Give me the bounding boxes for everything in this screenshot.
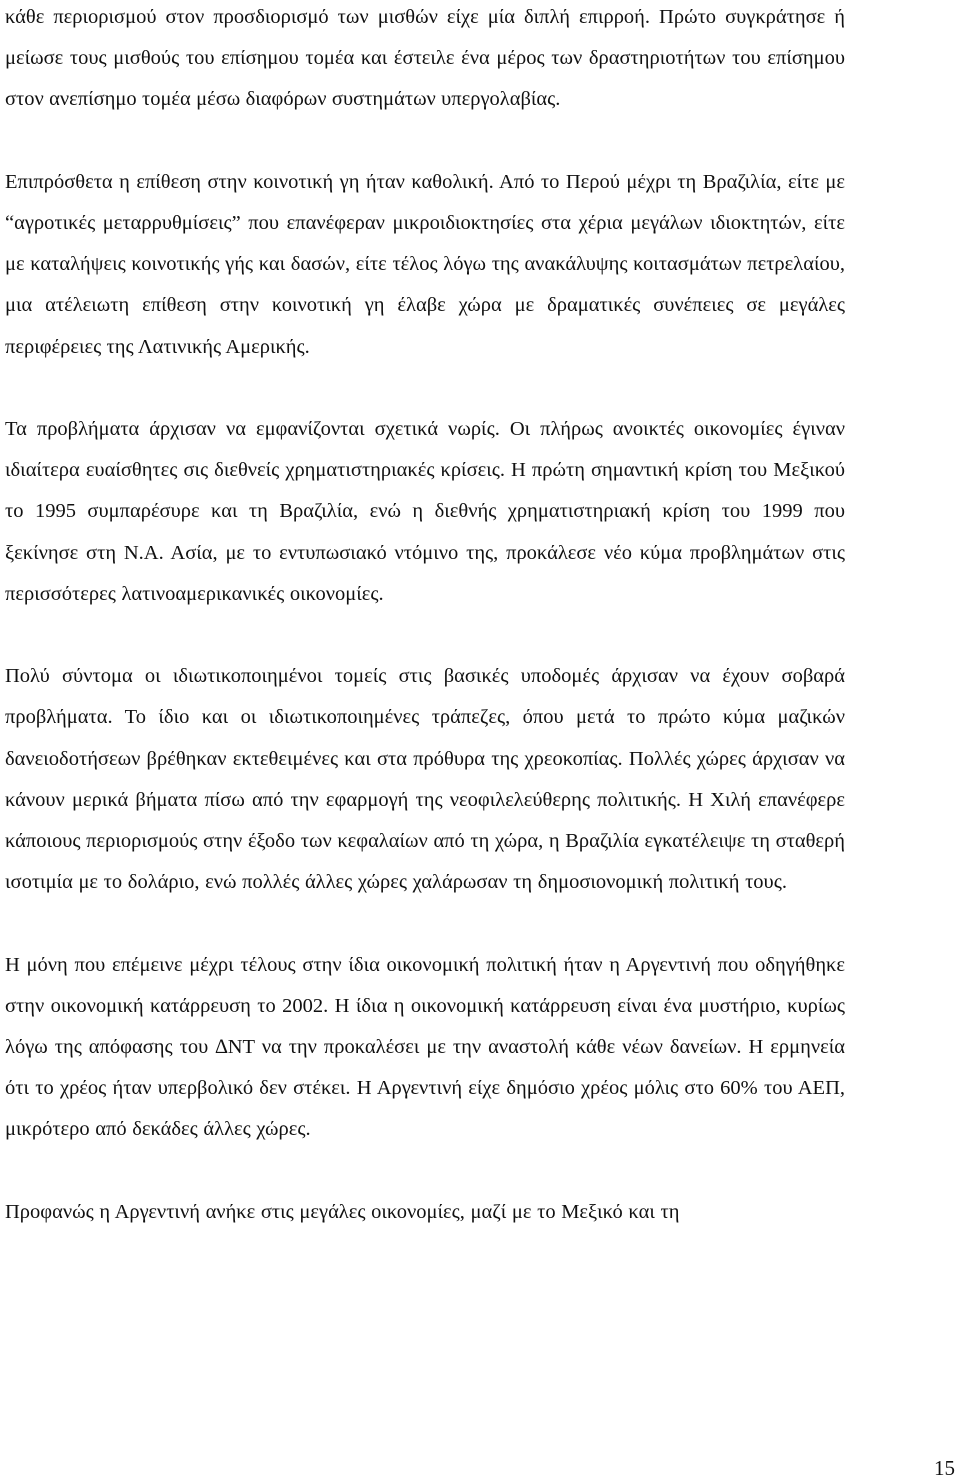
paragraph-financial-crises: Τα προβλήματα άρχισαν να εμφανίζονται σχετικά νωρίς. Οι πλήρως ανοικτές οικονομίες έγιναν ιδιαίτερα ευαίσθητες σις διεθνείς χρηματιστηριακές κρίσεις. Η πρώτη σημαντική κρίση του Μεξικού το 1995 συμπαρέσυρε και τη Βραζιλία, ενώ η διεθνής χρηματιστηριακή κρίση του 1999 που ξεκίνησε στη Ν.Α. Ασία, με το εντυπωσιακό ντόμινο της, προκάλεσε νέο κύμα προβλημάτων στις περισσότερες λατινοαμερικανικές οικονομίες.: [5, 418, 845, 605]
paragraph-communal-land: Επιπρόσθετα η επίθεση στην κοινοτική γη ήταν καθολική. Από το Περού μέχρι τη Βραζιλία, είτε με “αγροτικές μεταρρυθμίσεις” που επανέφεραν μικροιδιοκτησίες στα χέρια μεγάλων ιδιοκτητών, είτε με καταλήψεις κοινοτικής γής και δασών, είτε τέλος λόγω της ανακάλυψης κοιτασμάτων πετρελαίου, μια ατέλειωτη επίθεση στην κοινοτική γη έλαβε χώρα με δραματικές συνέπειες σε μεγάλες περιφέρειες της Λατινικής Αμερικής.: [5, 170, 845, 358]
paragraph-wage-regulation: κάθε περιορισμού στον προσδιορισμό των μισθών είχε μία διπλή επιρροή. Πρώτο συγκράτησε ή μείωσε τους μισθούς του επίσημου τομέα και έστειλε ένα μέρος των δραστηριοτήτων του επίσημου στον ανεπίσημο τομέα μέσω διαφόρων συστημάτων υπεργολαβίας.: [5, 6, 845, 111]
page-number: 15: [934, 1456, 955, 1480]
paragraph-privatization-problems: Πολύ σύντομα οι ιδιωτικοποιημένοι τομείς στις βασικές υποδομές άρχισαν να έχουν σοβαρά προβλήματα. Το ίδιο και οι ιδιωτικοποιημένες τράπεζες, όπου μετά το πρώτο κύμα μαζικών δανειοδοτήσεων βρέθηκαν εκτεθειμένες και στα πρόθυρα της χρεοκοπίας. Πολλές χώρες άρχισαν να κάνουν μερικά βήματα πίσω από την εφαρμογή της νεοφιλελεύθερης πολιτικής. Η Χιλή επανέφερε κάποιους περιορισμούς στην έξοδο των κεφαλαίων από τη χώρα, η Βραζιλία εγκατέλειψε τη σταθερή ισοτιμία με το δολάριο, ενώ πολλές άλλες χώρες χαλάρωσαν τη δημοσιονομική πολιτική τους.: [5, 665, 845, 894]
document-body: [5, 0, 845, 1233]
paragraph-argentina-collapse: Η μόνη που επέμεινε μέχρι τέλους στην ίδια οικονομική πολιτική ήταν η Αργεντινή που οδηγήθηκε στην οικονομική κατάρρευση το 2002. Η ίδια η οικονομική κατάρρευση είναι ένα μυστήριο, κυρίως λόγω της απόφασης του ∆ΝΤ να την προκαλέσει με την αναστολή κάθε νέων δανείων. Η ερμηνεία ότι το χρέος ήταν υπερβολικό δεν στέκει. Η Αργεντινή είχε δημόσιο χρέος μόλις στο 60% του ΑΕΠ, μικρότερο από δεκάδες άλλες χώρες.: [5, 953, 845, 1141]
paragraph-argentina-large-economies: Προφανώς η Αργεντινή ανήκε στις μεγάλες οικονομίες, μαζί με το Μεξικό και τη: [5, 1200, 680, 1223]
